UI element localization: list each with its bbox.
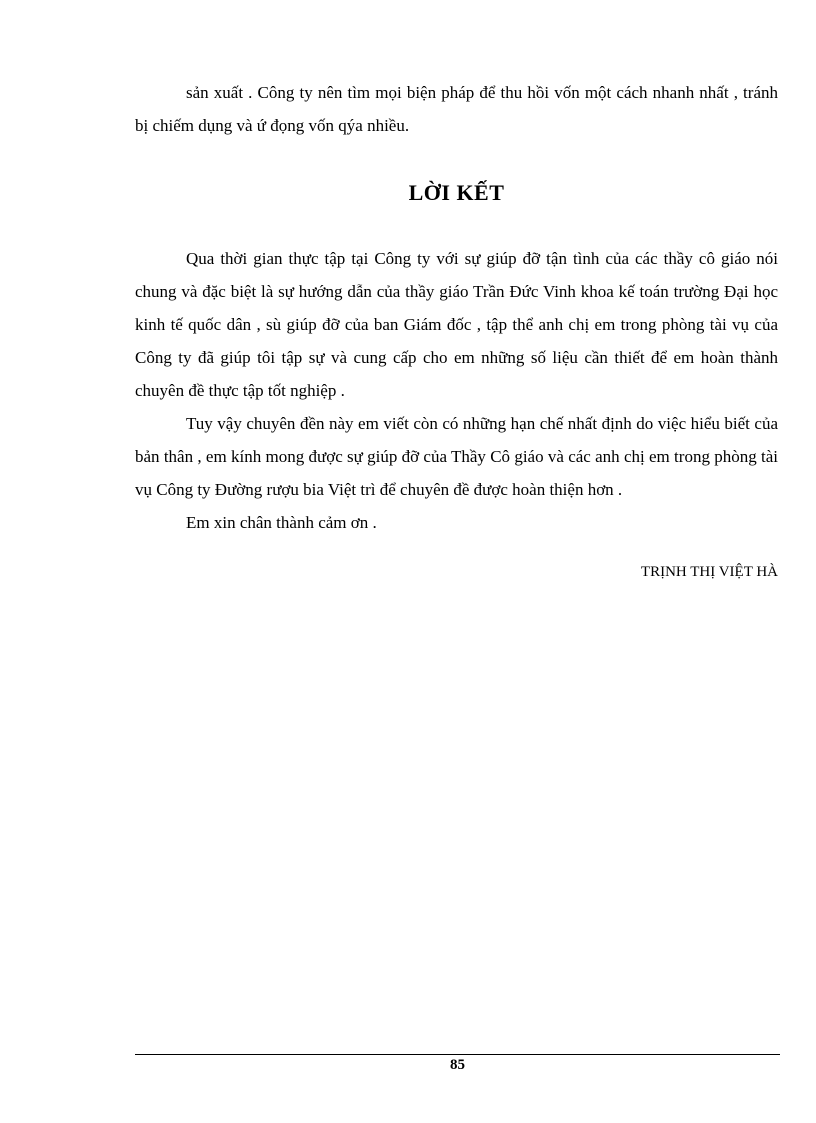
closing-paragraph: Em xin chân thành cảm ơn . <box>186 513 377 532</box>
page-content <box>135 76 778 587</box>
body-paragraph-2: Tuy vậy chuyên đền này em viết còn có những hạn chế nhất định do việc hiểu biết của bản thân , em kính mong được sự giúp đỡ của Thầy Cô giáo và các anh chị em trong phòng tài vụ Công ty Đường rượu bia Việt trì để chuyên đề được hoàn thiện hơn . <box>135 414 778 499</box>
page-number: 85 <box>450 1057 465 1073</box>
author-signature: TRỊNH THỊ VIỆT HÀ <box>640 564 778 580</box>
section-title: LỜI KẾT <box>408 180 505 205</box>
continuation-paragraph: sản xuất . Công ty nên tìm mọi biện pháp để thu hồi vốn một cách nhanh nhất , tránh bị chiếm dụng và ứ đọng vốn qýa nhiều. <box>135 83 778 135</box>
body-paragraph-1: Qua thời gian thực tập tại Công ty với sự giúp đỡ tận tình của các thầy cô giáo nói chung và đặc biệt là sự hướng dẫn của thầy giáo Trần Đức Vinh khoa kế toán trường Đại học kinh tế quốc dân , sù giúp đỡ của ban Giám đốc , tập thể anh chị em trong phòng tài vụ của Công ty đã giúp tôi tập sự và cung cấp cho em những số liệu cần thiết để em hoàn thành chuyên đề thực tập tốt nghiệp . <box>135 249 778 400</box>
